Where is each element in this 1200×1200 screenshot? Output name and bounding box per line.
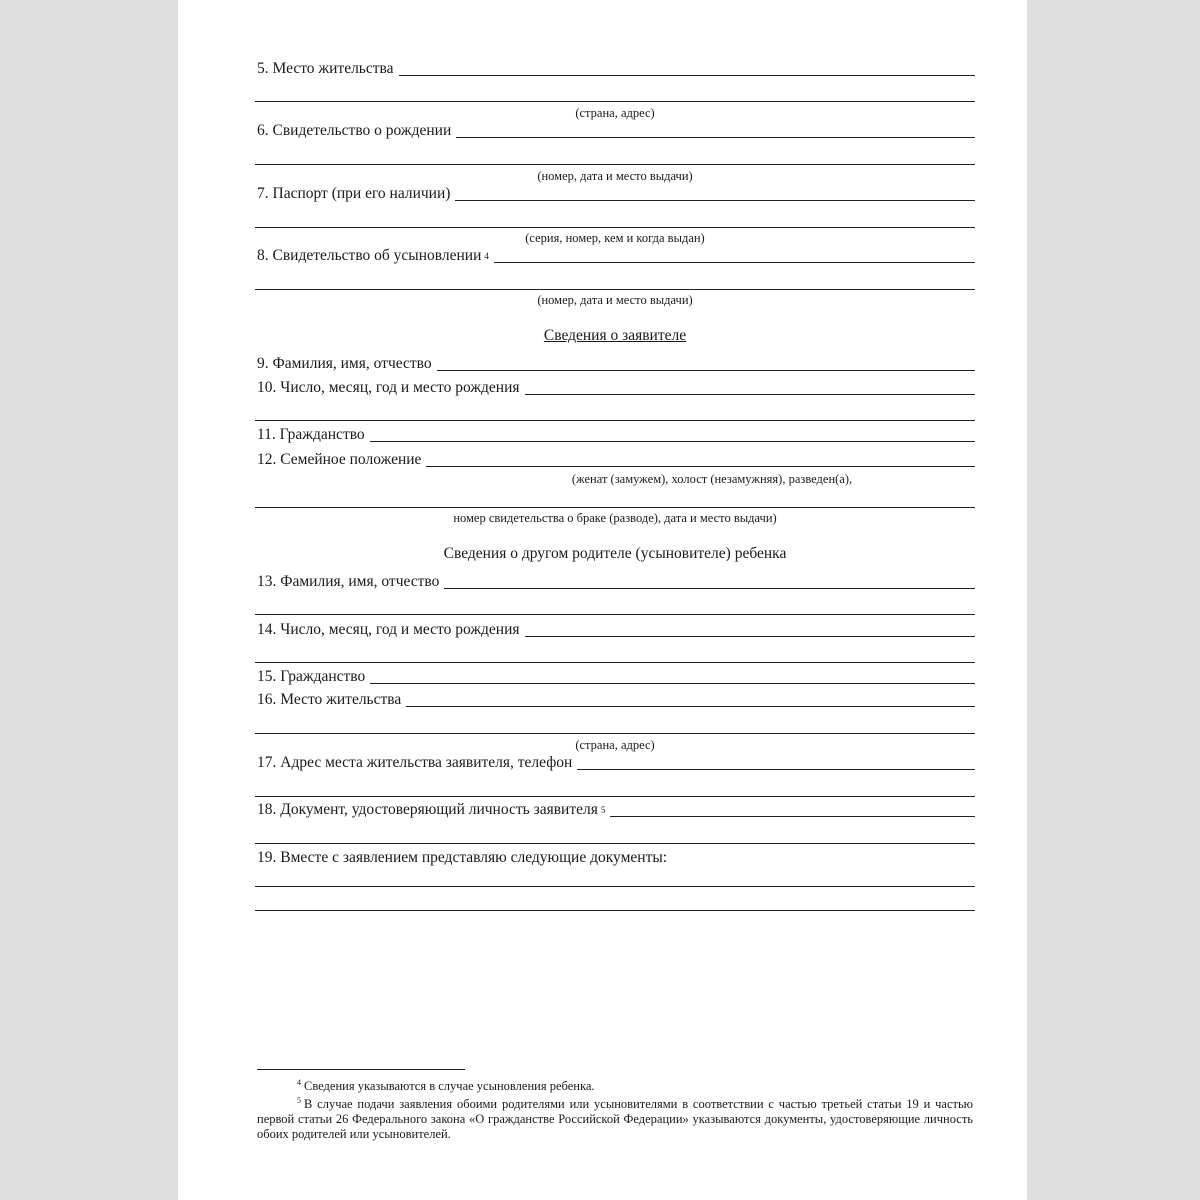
field-applicant-name <box>257 355 975 373</box>
input-line[interactable] <box>255 164 975 165</box>
input-line[interactable] <box>255 614 975 615</box>
field-label: 6. Свидетельство о рождении <box>257 122 452 139</box>
field-label: 13. Фамилия, имя, отчество <box>257 573 440 590</box>
hint-adoption-certificate: (номер, дата и место выдачи) <box>537 293 693 307</box>
input-line[interactable] <box>399 74 975 76</box>
input-line[interactable] <box>406 705 975 707</box>
input-line[interactable] <box>255 796 975 797</box>
field-label: 8. Свидетельство об усыновлении <box>257 247 482 264</box>
hint-residence-2: (страна, адрес) <box>575 738 655 752</box>
input-line[interactable] <box>255 101 975 102</box>
input-line[interactable] <box>255 227 975 228</box>
field-label: 11. Гражданство <box>257 426 365 443</box>
footnote-mark: 5 <box>297 1096 301 1105</box>
field-applicant-birth <box>257 379 975 397</box>
hint-residence: (страна, адрес) <box>575 106 655 120</box>
input-line[interactable] <box>255 289 975 290</box>
field-label: 9. Фамилия, имя, отчество <box>257 355 432 372</box>
field-label: 15. Гражданство <box>257 668 366 685</box>
footnote-ref: 5 <box>600 805 606 815</box>
input-line[interactable] <box>255 733 975 734</box>
field-label: 5. Место жительства <box>257 60 394 77</box>
input-line[interactable] <box>370 440 975 442</box>
input-line[interactable] <box>437 369 975 371</box>
footnote-text: В случае подачи заявления обоими родителями или усыновителями в соответствии с частью третьей статьи 19 и частью первой статьи 26 Федерального закона «О гражданстве Российской Федерации» указываются документы, удостоверяющие личность обоих родителей или усыновителей. <box>257 1097 973 1141</box>
input-line[interactable] <box>370 682 975 684</box>
field-label: 17. Адрес места жительства заявителя, телефон <box>257 754 573 771</box>
field-label: 16. Место жительства <box>257 691 402 708</box>
field-applicant-id-document <box>257 801 975 819</box>
field-label: 12. Семейное положение <box>257 451 422 468</box>
footnote-text: Сведения указываются в случае усыновления ребенка. <box>304 1079 595 1093</box>
input-line[interactable] <box>255 662 975 663</box>
input-line[interactable] <box>494 261 975 263</box>
input-line[interactable] <box>426 465 975 467</box>
field-other-parent-birth <box>257 621 975 639</box>
field-label: 18. Документ, удостоверяющий личность заявителя <box>257 801 598 818</box>
field-label: 19. Вместе с заявлением представляю следующие документы: <box>257 849 668 866</box>
hint-marital-status: (женат (замужем), холост (незамужняя), разведен(а), <box>571 472 853 486</box>
field-other-parent-citizenship <box>257 668 975 686</box>
footnote-ref: 4 <box>484 251 489 261</box>
field-applicant-address-phone <box>257 754 975 772</box>
field-adoption-certificate <box>257 247 975 265</box>
field-applicant-citizenship <box>257 426 975 444</box>
hint-birth-certificate: (номер, дата и место выдачи) <box>537 169 693 183</box>
field-label: 10. Число, месяц, год и место рождения <box>257 379 520 396</box>
input-line[interactable] <box>525 393 975 395</box>
input-line[interactable] <box>525 635 975 637</box>
field-other-parent-residence <box>257 691 975 709</box>
field-passport <box>257 185 975 203</box>
field-marital-status <box>257 451 975 469</box>
input-line[interactable] <box>255 420 975 421</box>
field-label: 14. Число, месяц, год и место рождения <box>257 621 520 638</box>
input-line[interactable] <box>255 507 975 508</box>
section-heading-other-parent: Сведения о другом родителе (усыновителе) ребенка <box>443 545 787 562</box>
input-line[interactable] <box>255 843 975 844</box>
footnote-mark: 4 <box>297 1078 301 1087</box>
field-birth-certificate <box>257 122 975 140</box>
section-heading-applicant: Сведения о заявителе <box>543 327 687 344</box>
input-line[interactable] <box>455 199 975 201</box>
field-label: 7. Паспорт (при его наличии) <box>257 185 451 202</box>
hint-passport: (серия, номер, кем и когда выдан) <box>525 231 705 245</box>
input-line[interactable] <box>444 587 975 589</box>
field-other-parent-name <box>257 573 975 591</box>
field-attached-documents <box>257 849 975 867</box>
input-line[interactable] <box>610 815 975 817</box>
footnote-4 <box>257 1075 973 1094</box>
input-line[interactable] <box>577 768 975 770</box>
field-residence <box>257 60 975 78</box>
footnote-separator <box>257 1069 465 1070</box>
input-line[interactable] <box>255 910 975 911</box>
input-line[interactable] <box>255 886 975 887</box>
footnote-5 <box>257 1093 973 1142</box>
hint-marriage-certificate: номер свидетельства о браке (разводе), дата и место выдачи) <box>453 511 777 525</box>
input-line[interactable] <box>456 136 975 138</box>
